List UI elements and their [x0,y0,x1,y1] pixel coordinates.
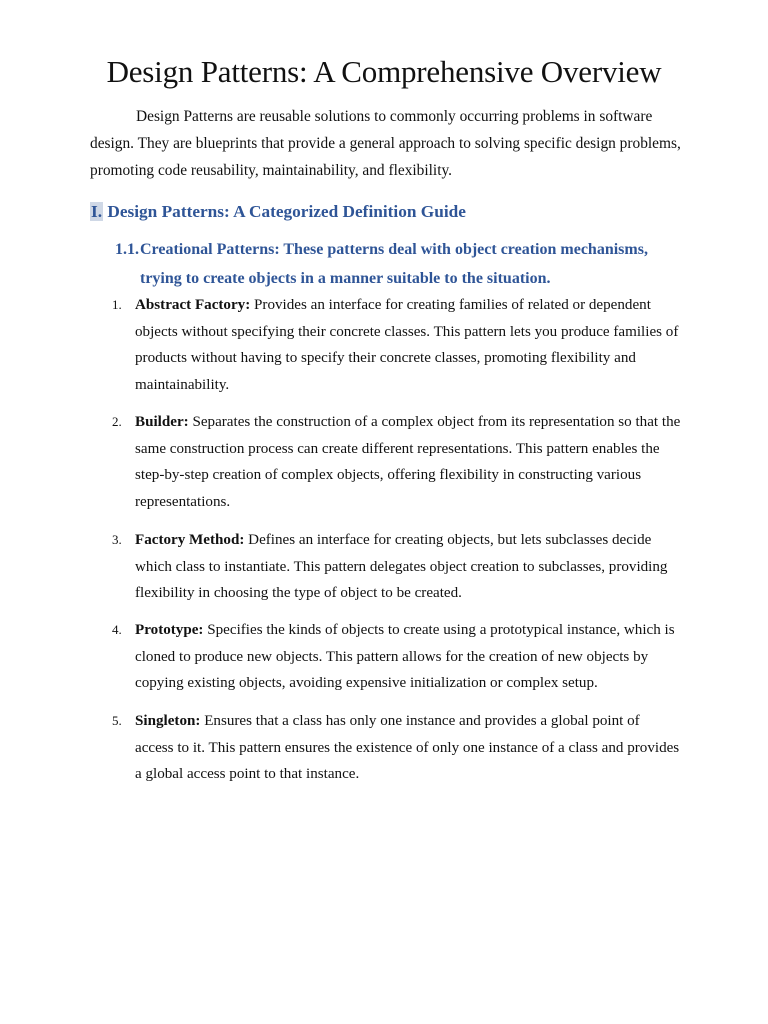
list-item-term: Abstract Factory: [135,297,251,313]
list-item-number: 5. [112,713,122,728]
list-item [112,617,682,697]
list-item-number: 3. [112,532,122,547]
list-item-text: Ensures that a class has only one instance and provides a global point of access to it. This pattern ensures the existence of only one instance of a class and provides a global access point to that instance. [135,713,680,783]
section-number: I. [91,202,103,221]
list-item-number: 4. [112,622,122,637]
intro-paragraph: Design Patterns are reusable solutions to commonly occurring problems in software design. They are blueprints that provide a general approach to solving specific design problems, promoting code reusability, maintainability, and flexibility. [90,108,681,179]
subsection-title-line1: Creational Patterns: These patterns deal with object creation mechanisms, [140,241,648,258]
list-item-number: 2. [112,414,122,429]
list-item [112,292,682,398]
list-item-body [135,527,682,607]
list-item-body [135,409,682,515]
section-heading [90,202,466,222]
list-item-body [135,617,682,697]
subsection-number: 1.1. [115,241,139,258]
subsection-title-line2: trying to create objects in a manner suitable to the situation. [140,269,551,287]
list-item-number: 1. [112,297,122,312]
subsection-heading [115,236,675,293]
list-item-body [135,292,682,398]
list-item-text: Separates the construction of a complex object from its representation so that the same construction process can create different representations. This pattern enables the step-by-step creation of complex objects, offering flexibility in constructing various representations. [135,414,681,510]
list-item-term: Prototype: [135,622,204,638]
list-item-term: Builder: [135,414,189,430]
list-item [112,409,682,515]
list-item-body [135,708,682,788]
page-title: Design Patterns: A Comprehensive Overview [106,54,662,89]
list-item-term: Singleton: [135,713,201,729]
list-item-term: Factory Method: [135,532,245,548]
list-item-text: Provides an interface for creating families of related or dependent objects without specifying their concrete classes. This pattern lets you produce families of products without having to specify their concrete classes, promoting flexibility and maintainability. [135,297,679,393]
list-item [112,708,682,788]
section-title: Design Patterns: A Categorized Definition Guide [103,202,466,221]
list-item-text: Defines an interface for creating objects, but lets subclasses decide which class to instantiate. This pattern delegates object creation to subclasses, providing flexibility in choosing the type of object to be created. [135,532,668,602]
list-item-text: Specifies the kinds of objects to create using a prototypical instance, which is cloned to produce new objects. This pattern allows for the creation of new objects by copying existing objects, avoiding expensive initialization or complex setup. [135,622,675,692]
list-item [112,527,682,607]
